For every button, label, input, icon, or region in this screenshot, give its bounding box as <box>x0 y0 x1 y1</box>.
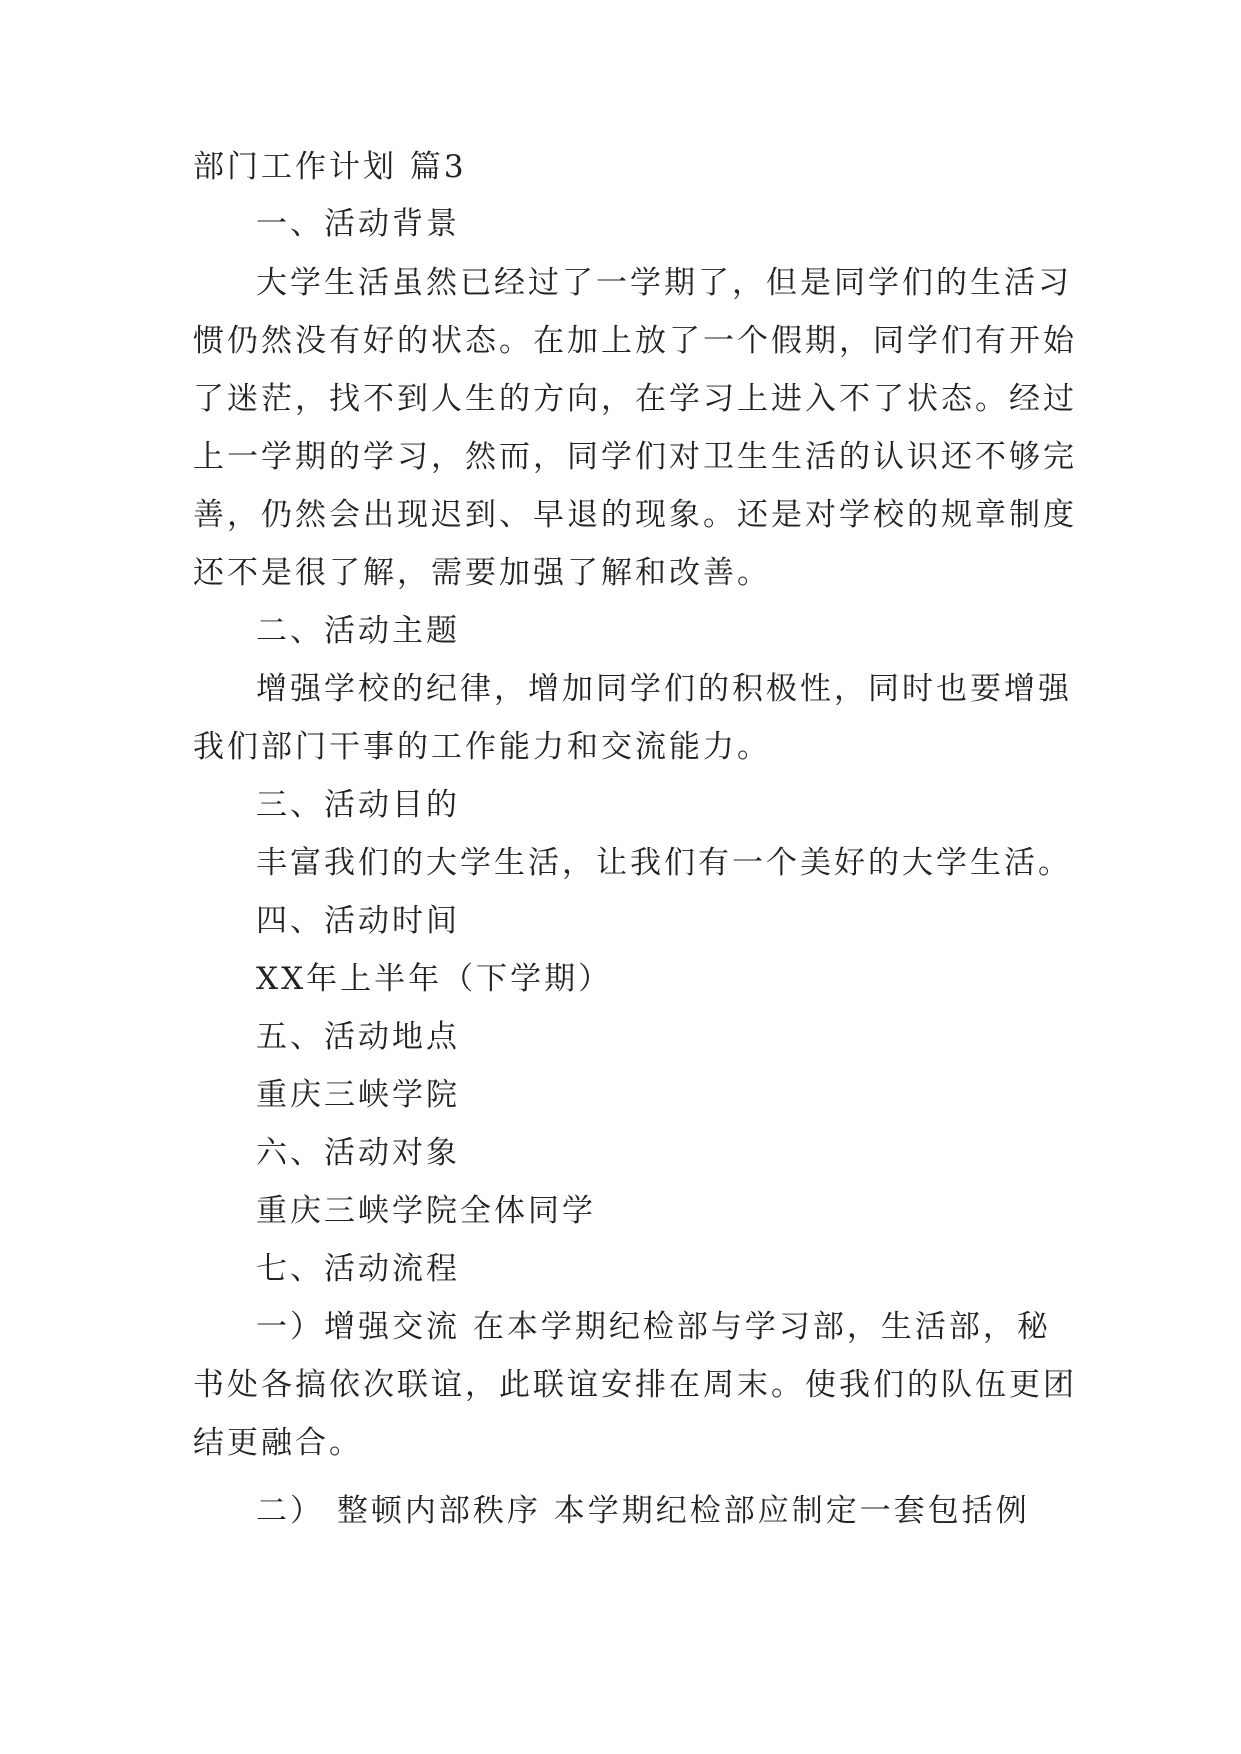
paragraph-line: XX年上半年（下学期） <box>256 961 613 997</box>
paragraph-line: 重庆三峡学院 <box>256 1077 460 1113</box>
paragraph-line: 重庆三峡学院全体同学 <box>256 1193 596 1229</box>
paragraph-line: 增强学校的纪律，增加同学们的积极性，同时也要增强 <box>256 671 1072 707</box>
section-heading-purpose: 三、活动目的 <box>256 787 460 823</box>
paragraph-line: 大学生活虽然已经过了一学期了，但是同学们的生活习 <box>256 265 1072 301</box>
section-heading-background: 一、活动背景 <box>256 206 460 242</box>
paragraph-line: 上一学期的学习，然而，同学们对卫生生活的认识还不够完 <box>193 439 1077 475</box>
paragraph-line: 丰富我们的大学生活，让我们有一个美好的大学生活。 <box>256 845 1072 881</box>
paragraph-line: 一）增强交流 在本学期纪检部与学习部，生活部，秘 <box>256 1309 1051 1345</box>
paragraph-line: 惯仍然没有好的状态。在加上放了一个假期，同学们有开始 <box>193 323 1077 359</box>
paragraph-line: 了迷茫，找不到人生的方向，在学习上进入不了状态。经过 <box>193 381 1077 417</box>
document-title: 部门工作计划 篇3 <box>193 149 467 185</box>
paragraph-line: 结更融合。 <box>193 1425 363 1461</box>
paragraph-line: 还不是很了解，需要加强了解和改善。 <box>193 555 771 591</box>
paragraph-line: 二） 整顿内部秩序 本学期纪检部应制定一套包括例 <box>256 1493 1030 1529</box>
section-heading-theme: 二、活动主题 <box>256 613 460 649</box>
section-heading-location: 五、活动地点 <box>256 1019 460 1055</box>
paragraph-line: 书处各搞依次联谊，此联谊安排在周末。使我们的队伍更团 <box>193 1367 1077 1403</box>
paragraph-line: 善，仍然会出现迟到、早退的现象。还是对学校的规章制度 <box>193 497 1077 533</box>
section-heading-time: 四、活动时间 <box>256 903 460 939</box>
paragraph-line: 我们部门干事的工作能力和交流能力。 <box>193 729 771 765</box>
section-heading-audience: 六、活动对象 <box>256 1135 460 1171</box>
section-heading-process: 七、活动流程 <box>256 1251 460 1287</box>
